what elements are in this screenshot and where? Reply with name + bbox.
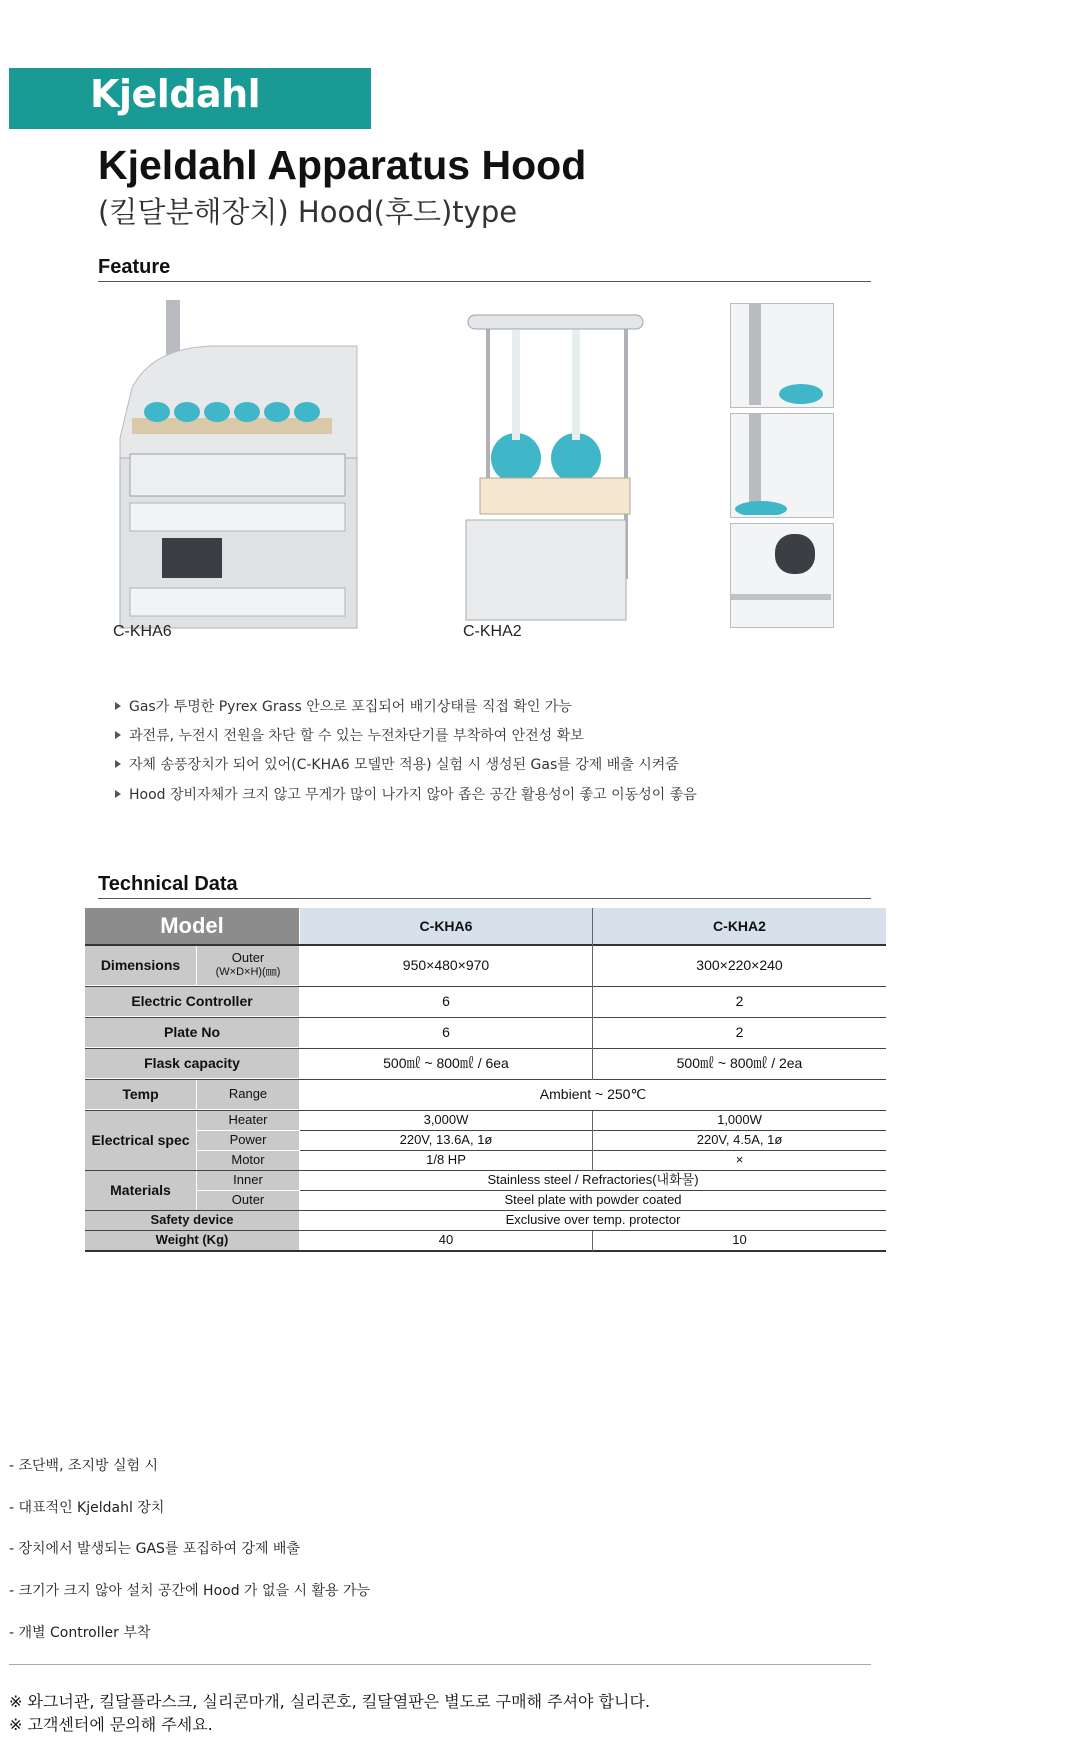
caption-c-kha2: C-KHA2 xyxy=(463,623,522,640)
plate-no-label: Plate No xyxy=(85,1018,299,1047)
footer-note: ※ 와그너관, 킬달플라스크, 실리콘마개, 실리콘호, 킬달열판은 별도로 구매해 주셔야 합니다. xyxy=(9,1692,651,1711)
feature-bullet: 자체 송풍장치가 되어 있어(C-KHA6 모델만 적용) 실험 시 생성된 Gas를 강제 배출 시켜줌 xyxy=(115,754,679,774)
power-value: 220V, 4.5A, 1ø xyxy=(593,1131,886,1150)
page-subtitle: (킬달분해장치) Hood(후드)type xyxy=(98,195,518,229)
weight-value: 40 xyxy=(300,1231,592,1250)
motor-value: × xyxy=(593,1151,886,1170)
product-image-c-kha6 xyxy=(112,298,362,630)
heater-value: 1,000W xyxy=(593,1111,886,1130)
note-item: - 개별 Controller 부착 xyxy=(9,1625,151,1641)
model-c-kha2: C-KHA2 xyxy=(593,908,886,944)
table-col-rule xyxy=(592,1231,593,1251)
materials-label: Materials xyxy=(85,1171,196,1210)
caption-c-kha6: C-KHA6 xyxy=(113,623,172,640)
dimensions-value: 950×480×970 xyxy=(300,945,592,985)
table-rule xyxy=(85,986,886,987)
feature-bullet: 과전류, 누전시 전원을 차단 할 수 있는 누전차단기를 부착하여 안전성 확보 xyxy=(115,725,584,745)
dimensions-label: Dimensions xyxy=(85,945,196,985)
motor-sub: Motor xyxy=(197,1151,299,1170)
table-rule xyxy=(85,944,886,946)
page-title: Kjeldahl Apparatus Hood xyxy=(98,142,587,188)
table-rule xyxy=(300,1130,886,1131)
detail-image-3 xyxy=(730,523,834,628)
table-col-rule xyxy=(592,1111,593,1171)
flask-capacity-label: Flask capacity xyxy=(85,1049,299,1078)
spec-table xyxy=(85,908,886,1253)
power-sub: Power xyxy=(197,1131,299,1150)
note-item: - 조단백, 조지방 실험 시 xyxy=(9,1458,159,1474)
table-col-rule xyxy=(592,908,593,1080)
table-rule xyxy=(85,1230,886,1231)
temp-label: Temp xyxy=(85,1080,196,1109)
detail-image-1 xyxy=(730,303,834,408)
bullet-arrow-icon xyxy=(115,760,121,768)
table-rule xyxy=(300,1190,886,1191)
technical-heading: Technical Data xyxy=(98,873,238,895)
note-item: - 장치에서 발생되는 GAS를 포집하여 강제 배출 xyxy=(9,1541,300,1557)
footer-divider xyxy=(9,1664,871,1665)
safety-device-value: Exclusive over temp. protector xyxy=(300,1211,886,1230)
technical-divider xyxy=(98,898,871,899)
plate-no-value: 6 xyxy=(300,1018,592,1047)
materials-outer-value: Steel plate with powder coated xyxy=(300,1191,886,1210)
bullet-arrow-icon xyxy=(115,731,121,739)
model-header: Model xyxy=(85,908,299,944)
materials-inner-value: Stainless steel / Refractories(내화물) xyxy=(300,1171,886,1190)
feature-bullet: Gas가 투명한 Pyrex Grass 안으로 포집되어 배기상태를 직접 확인 가능 xyxy=(115,696,572,716)
electric-controller-value: 2 xyxy=(593,987,886,1016)
materials-inner-sub: Inner xyxy=(197,1171,299,1190)
note-item: - 크기가 크지 않아 설치 공간에 Hood 가 없을 시 활용 가능 xyxy=(9,1583,371,1599)
power-value: 220V, 13.6A, 1ø xyxy=(300,1131,592,1150)
category-banner-text: Kjeldahl xyxy=(90,72,261,116)
safety-device-label: Safety device xyxy=(85,1211,299,1230)
feature-heading: Feature xyxy=(98,256,171,278)
bullet-arrow-icon xyxy=(115,702,121,710)
note-item: - 대표적인 Kjeldahl 장치 xyxy=(9,1500,165,1516)
flask-capacity-value: 500㎖ ~ 800㎖ / 6ea xyxy=(300,1049,592,1078)
electrical-spec-label: Electrical spec xyxy=(85,1111,196,1170)
dimensions-value: 300×220×240 xyxy=(593,945,886,985)
weight-value: 10 xyxy=(593,1231,886,1250)
detail-image-2 xyxy=(730,413,834,518)
footer-note: ※ 고객센터에 문의해 주세요. xyxy=(9,1715,213,1734)
table-rule xyxy=(85,1170,886,1171)
feature-bullet: Hood 장비자체가 크지 않고 무게가 많이 나가지 않아 좁은 공간 활용성이 좋고 이동성이 좋음 xyxy=(115,784,697,804)
plate-no-value: 2 xyxy=(593,1018,886,1047)
heater-sub: Heater xyxy=(197,1111,299,1130)
model-c-kha6: C-KHA6 xyxy=(300,908,592,944)
temp-sub: Range xyxy=(197,1080,299,1109)
temp-value: Ambient ~ 250℃ xyxy=(300,1080,886,1109)
table-rule xyxy=(85,1110,886,1111)
table-rule xyxy=(85,1210,886,1211)
bullet-arrow-icon xyxy=(115,790,121,798)
table-rule xyxy=(85,1017,886,1018)
dimensions-sub: Outer (W×D×H)(㎜) xyxy=(197,945,299,985)
electric-controller-label: Electric Controller xyxy=(85,987,299,1016)
table-rule xyxy=(85,1250,886,1252)
flask-capacity-value: 500㎖ ~ 800㎖ / 2ea xyxy=(593,1049,886,1078)
motor-value: 1/8 HP xyxy=(300,1151,592,1170)
materials-outer-sub: Outer xyxy=(197,1191,299,1210)
weight-label: Weight (Kg) xyxy=(85,1231,299,1250)
product-image-c-kha2 xyxy=(458,300,658,628)
table-rule xyxy=(85,1079,886,1080)
electric-controller-value: 6 xyxy=(300,987,592,1016)
heater-value: 3,000W xyxy=(300,1111,592,1130)
feature-divider xyxy=(98,281,871,282)
table-rule xyxy=(300,1150,886,1151)
table-rule xyxy=(85,1048,886,1049)
